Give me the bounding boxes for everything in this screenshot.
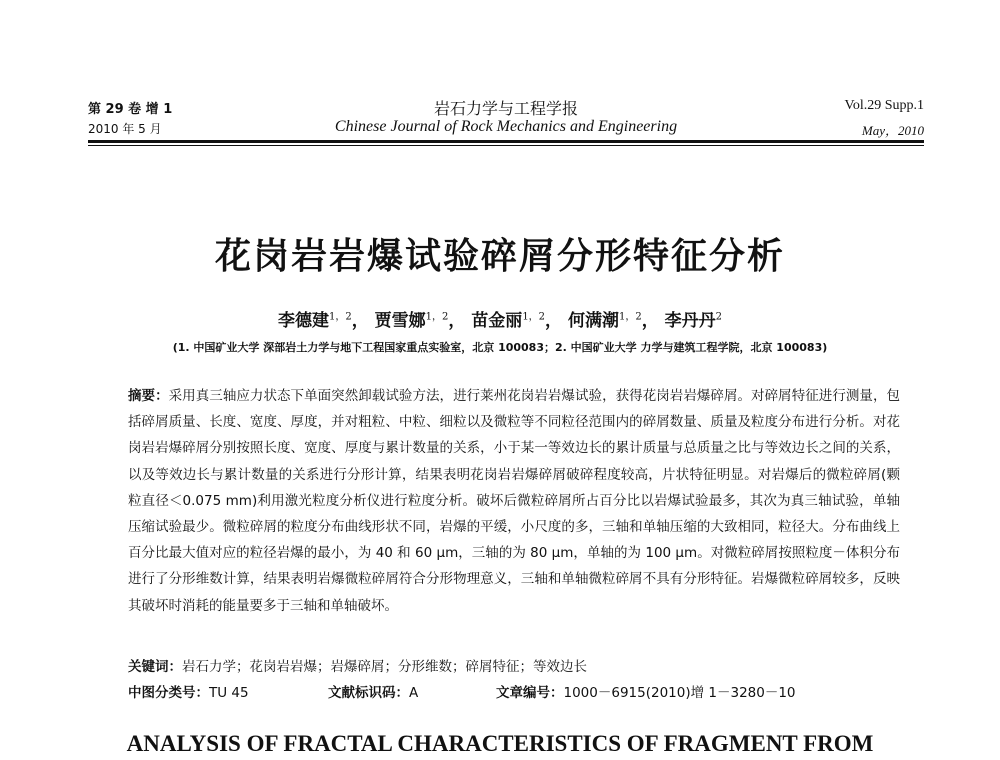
clc-label: 中图分类号： (128, 685, 209, 701)
classification-line (128, 681, 900, 701)
english-title: ANALYSIS OF FRACTAL CHARACTERISTICS OF FRAGMENT FROM (126, 731, 874, 756)
abstract (128, 383, 900, 619)
author-affiliation-mark: 1，2 (618, 311, 642, 323)
date-cn: 2010 年 5 月 (88, 122, 162, 136)
author-name: 李丹丹 (664, 311, 716, 331)
journal-name-en: Chinese Journal of Rock Mechanics and Engineering (334, 118, 678, 135)
author-affiliation-mark: 2 (715, 311, 722, 323)
author-name: 贾雪娜 (374, 311, 426, 331)
author-name: 苗金丽 (471, 311, 523, 331)
affiliations: (1. 中国矿业大学 深部岩土力学与地下工程国家重点实验室，北京 100083；2. 中国矿业大学 力学与建筑工程学院，北京 100083) (172, 341, 828, 354)
author-name: 李德建 (278, 311, 329, 331)
date-en: May，2010 (861, 123, 924, 138)
keywords-label: 关键词： (128, 659, 182, 675)
volume-issue-cn: 第 29 卷 增 1 (88, 102, 173, 117)
document-code-value: A (409, 685, 419, 701)
author-list: 李德建$^{1,2}$， 贾雪娜$^{1,2}$， 苗金丽$^{1,2}$， 何满潮$^{1,2}$， 李丹丹$^2$ (278, 311, 722, 331)
document-code-label: 文献标识码： (328, 685, 409, 701)
header-rule-thick (88, 140, 924, 143)
abstract-label: 摘要： (128, 388, 169, 404)
paper-title: 花岗岩岩爆试验碎屑分形特征分析 (214, 236, 785, 277)
keywords (128, 655, 587, 675)
article-number-label: 文章编号： (496, 685, 564, 701)
journal-name-cn: 岩石力学与工程学报 (433, 99, 578, 118)
journal-header (88, 96, 924, 142)
author-affiliation-mark: 1，2 (425, 311, 449, 323)
volume-issue-en: Vol.29 Supp.1 (844, 98, 924, 113)
keywords-text: 岩石力学；花岗岩岩爆；岩爆碎屑；分形维数；碎屑特征；等效边长 (182, 659, 587, 675)
author-name: 何满潮 (567, 311, 619, 331)
article-number-value: 1000－6915(2010)增 1－3280－10 (563, 685, 796, 701)
clc-value: TU 45 (209, 685, 249, 701)
abstract-text: 采用真三轴应力状态下单面突然卸载试验方法，进行莱州花岗岩岩爆试验，获得花岗岩岩爆碎屑。对碎屑特征进行测量，包括碎屑质量、长度、宽度、厚度，并对粗粒、中粒、细粒以及微粒等不同粒径范围内的碎屑数量、质量及粒度分布进行分析。对花岗岩岩爆碎屑分别按照长度、宽度、厚度与累计数量的关系，小于某一等效边长的累计质量与总质量之比与等效边长之间的关系，以及等效边长与累计数量的关系进行分形计算，结果表明花岗岩岩爆碎屑破碎程度较高，片状特征明显。对岩爆后的微粒碎屑(颗粒直径＜0.075 mm)利用激光粒度分析仪进行粒度分析。破坏后微粒碎屑所占百分比以岩爆试验最多，其次为真三轴试验，单轴压缩试验最少。微粒碎屑的粒度分布曲线形状不同，岩爆的平缓，小尺度的多，三轴和单轴压缩的大致相同，粒径大。分布曲线上百分比最大值对应的粒径岩爆的最小，为 40 和 60 μm，三轴的为 80 μm，单轴的为 100 μm。对微粒碎屑按照粒度－体积分布进行了分形维数计算，结果表明岩爆微粒碎屑符合分形物理意义，三轴和单轴微粒碎屑不具有分形特征。岩爆微粒碎屑较多，反映其破坏时消耗的能量要多于三轴和单轴破坏。 (128, 388, 901, 614)
header-rule-thin (88, 145, 924, 146)
author-affiliation-mark: 1，2 (329, 311, 352, 323)
author-affiliation-mark: 1，2 (522, 311, 546, 323)
